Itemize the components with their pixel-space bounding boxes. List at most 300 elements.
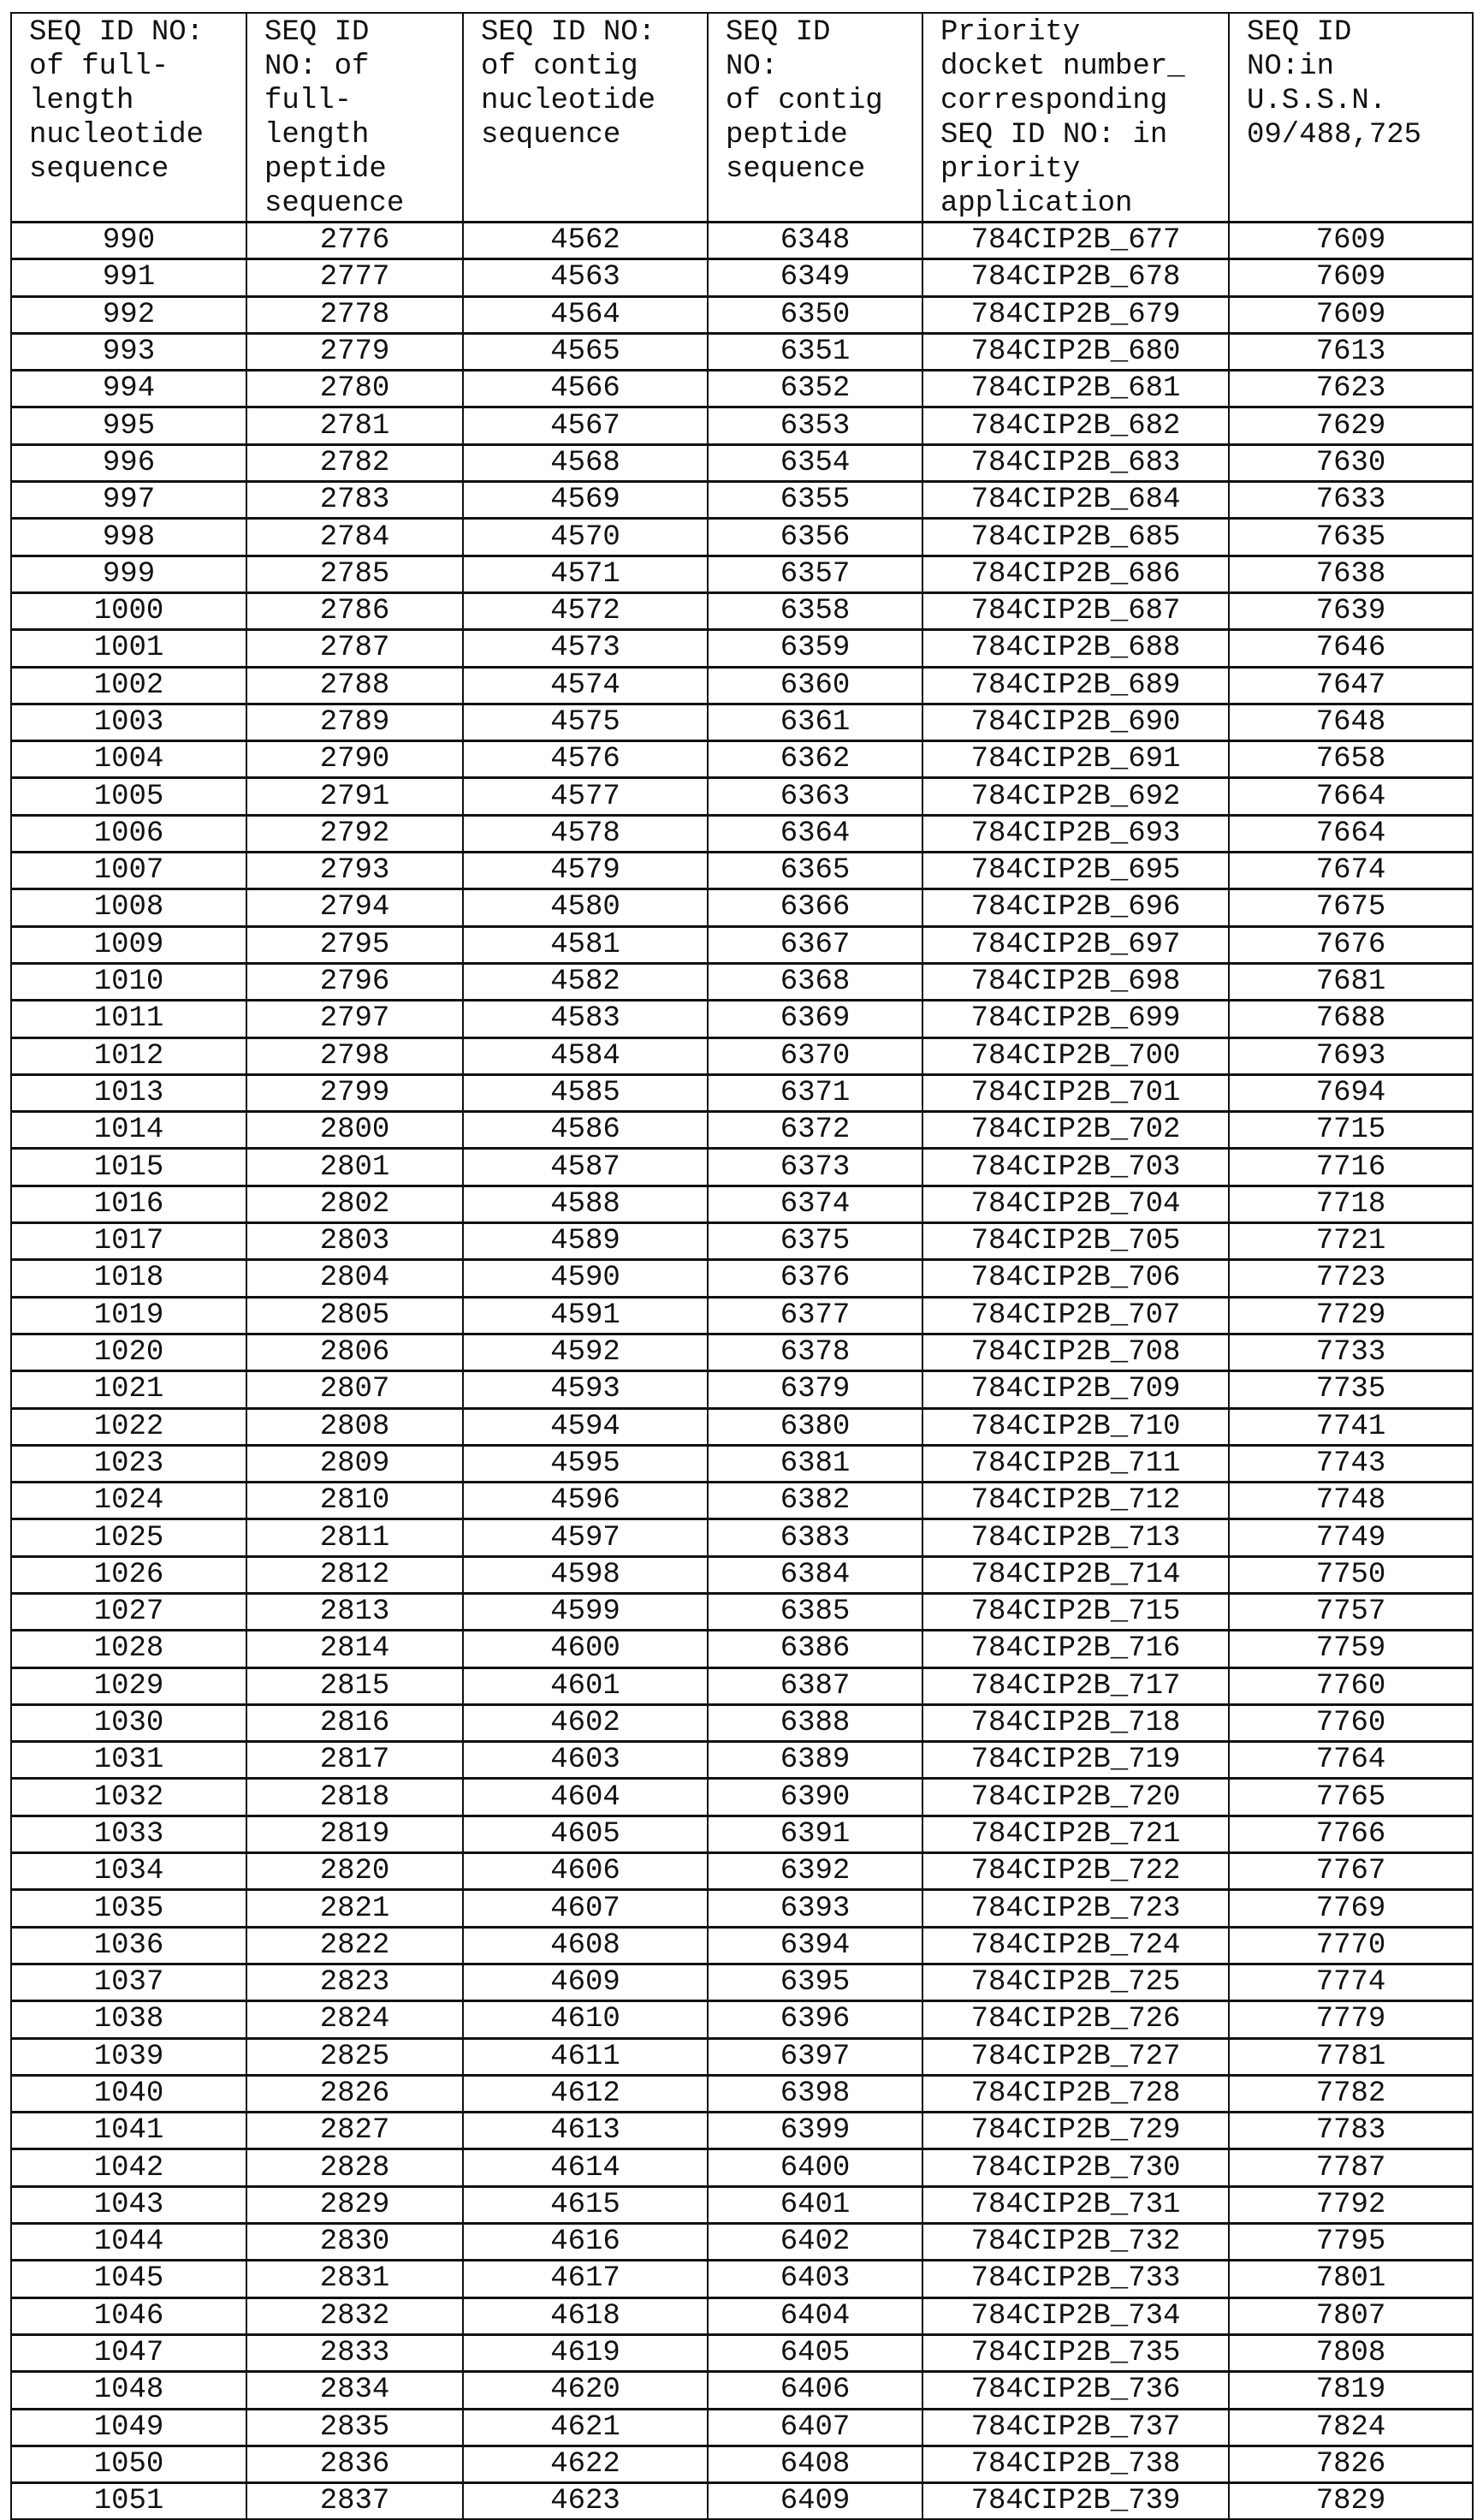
cell-full-length-peptide: 2788 — [246, 667, 463, 704]
table-row — [11, 1742, 1473, 1779]
cell-full-length-peptide: 2797 — [246, 1001, 463, 1037]
table-row — [11, 296, 1473, 333]
cell-full-length-nucleotide: 990 — [11, 223, 246, 259]
cell-contig-peptide: 6399 — [708, 2113, 922, 2149]
cell-full-length-nucleotide: 1017 — [11, 1223, 246, 1260]
cell-full-length-nucleotide: 996 — [11, 444, 246, 481]
cell-contig-nucleotide: 4562 — [463, 223, 708, 259]
cell-contig-peptide: 6408 — [708, 2446, 922, 2482]
cell-ussn-seq-id: 7647 — [1229, 667, 1473, 704]
cell-contig-peptide: 6403 — [708, 2261, 922, 2297]
cell-ussn-seq-id: 7759 — [1229, 1631, 1473, 1667]
cell-contig-nucleotide: 4588 — [463, 1186, 708, 1222]
cell-full-length-nucleotide: 1020 — [11, 1334, 246, 1370]
cell-full-length-nucleotide: 1028 — [11, 1631, 246, 1667]
table-row — [11, 1408, 1473, 1445]
table-row — [11, 2113, 1473, 2149]
cell-full-length-nucleotide: 1029 — [11, 1667, 246, 1704]
cell-contig-peptide: 6366 — [708, 889, 922, 926]
cell-full-length-nucleotide: 1006 — [11, 815, 246, 852]
cell-contig-nucleotide: 4564 — [463, 296, 708, 333]
table-row — [11, 667, 1473, 704]
cell-contig-peptide: 6352 — [708, 371, 922, 407]
cell-full-length-nucleotide: 1045 — [11, 2261, 246, 2297]
cell-contig-peptide: 6380 — [708, 1408, 922, 1445]
cell-contig-peptide: 6396 — [708, 2001, 922, 2038]
cell-full-length-peptide: 2800 — [246, 1112, 463, 1149]
table-row — [11, 1816, 1473, 1852]
cell-priority-docket: 784CIP2B_735 — [922, 2334, 1229, 2371]
cell-contig-nucleotide: 4572 — [463, 592, 708, 629]
cell-contig-peptide: 6359 — [708, 630, 922, 667]
cell-full-length-nucleotide: 1033 — [11, 1816, 246, 1852]
cell-full-length-nucleotide: 1049 — [11, 2409, 246, 2446]
cell-ussn-seq-id: 7743 — [1229, 1445, 1473, 1482]
cell-priority-docket: 784CIP2B_722 — [922, 1853, 1229, 1890]
cell-full-length-peptide: 2781 — [246, 407, 463, 444]
cell-ussn-seq-id: 7764 — [1229, 1742, 1473, 1779]
cell-priority-docket: 784CIP2B_723 — [922, 1890, 1229, 1927]
table-row — [11, 1223, 1473, 1260]
cell-contig-nucleotide: 4611 — [463, 2038, 708, 2075]
cell-contig-nucleotide: 4595 — [463, 1445, 708, 1482]
cell-contig-peptide: 6353 — [708, 407, 922, 444]
cell-ussn-seq-id: 7760 — [1229, 1667, 1473, 1704]
cell-ussn-seq-id: 7766 — [1229, 1816, 1473, 1852]
cell-contig-peptide: 6370 — [708, 1037, 922, 1074]
cell-ussn-seq-id: 7693 — [1229, 1037, 1473, 1074]
table-row — [11, 853, 1473, 889]
cell-full-length-peptide: 2836 — [246, 2446, 463, 2482]
cell-priority-docket: 784CIP2B_728 — [922, 2075, 1229, 2112]
cell-contig-nucleotide: 4620 — [463, 2372, 708, 2409]
cell-ussn-seq-id: 7769 — [1229, 1890, 1473, 1927]
cell-full-length-nucleotide: 998 — [11, 519, 246, 556]
cell-priority-docket: 784CIP2B_686 — [922, 556, 1229, 592]
cell-full-length-nucleotide: 1048 — [11, 2372, 246, 2409]
cell-contig-peptide: 6362 — [708, 741, 922, 778]
cell-contig-peptide: 6402 — [708, 2224, 922, 2261]
table-row — [11, 2372, 1473, 2409]
cell-full-length-peptide: 2804 — [246, 1260, 463, 1297]
cell-contig-peptide: 6375 — [708, 1223, 922, 1260]
cell-ussn-seq-id: 7674 — [1229, 853, 1473, 889]
cell-priority-docket: 784CIP2B_683 — [922, 444, 1229, 481]
cell-full-length-peptide: 2806 — [246, 1334, 463, 1370]
table-row — [11, 1519, 1473, 1556]
cell-full-length-peptide: 2783 — [246, 482, 463, 519]
cell-contig-peptide: 6395 — [708, 1964, 922, 2000]
cell-contig-peptide: 6361 — [708, 704, 922, 740]
cell-full-length-nucleotide: 1014 — [11, 1112, 246, 1149]
cell-contig-peptide: 6360 — [708, 667, 922, 704]
cell-contig-nucleotide: 4616 — [463, 2224, 708, 2261]
table-body — [11, 223, 1473, 2520]
cell-full-length-peptide: 2794 — [246, 889, 463, 926]
cell-full-length-nucleotide: 1032 — [11, 1779, 246, 1816]
cell-contig-nucleotide: 4569 — [463, 482, 708, 519]
cell-ussn-seq-id: 7765 — [1229, 1779, 1473, 1816]
cell-full-length-peptide: 2786 — [246, 592, 463, 629]
cell-contig-nucleotide: 4580 — [463, 889, 708, 926]
cell-full-length-nucleotide: 1013 — [11, 1074, 246, 1111]
cell-contig-nucleotide: 4610 — [463, 2001, 708, 2038]
cell-contig-nucleotide: 4615 — [463, 2186, 708, 2223]
table-row — [11, 1334, 1473, 1370]
cell-priority-docket: 784CIP2B_678 — [922, 259, 1229, 296]
cell-contig-peptide: 6389 — [708, 1742, 922, 1779]
cell-priority-docket: 784CIP2B_684 — [922, 482, 1229, 519]
cell-full-length-nucleotide: 1050 — [11, 2446, 246, 2482]
cell-full-length-nucleotide: 1041 — [11, 2113, 246, 2149]
cell-contig-nucleotide: 4576 — [463, 741, 708, 778]
cell-priority-docket: 784CIP2B_739 — [922, 2483, 1229, 2520]
cell-ussn-seq-id: 7648 — [1229, 704, 1473, 740]
cell-ussn-seq-id: 7675 — [1229, 889, 1473, 926]
cell-priority-docket: 784CIP2B_712 — [922, 1483, 1229, 1519]
table-row — [11, 333, 1473, 370]
cell-contig-peptide: 6371 — [708, 1074, 922, 1111]
cell-contig-nucleotide: 4566 — [463, 371, 708, 407]
cell-priority-docket: 784CIP2B_687 — [922, 592, 1229, 629]
table-row — [11, 1704, 1473, 1741]
cell-full-length-nucleotide: 1000 — [11, 592, 246, 629]
cell-full-length-peptide: 2815 — [246, 1667, 463, 1704]
cell-contig-nucleotide: 4592 — [463, 1334, 708, 1370]
cell-contig-nucleotide: 4613 — [463, 2113, 708, 2149]
cell-contig-peptide: 6348 — [708, 223, 922, 259]
header-priority-docket: Priority docket number_ corresponding SEQ ID NO: in priority application — [922, 13, 1229, 223]
cell-contig-peptide: 6394 — [708, 1927, 922, 1964]
cell-full-length-peptide: 2779 — [246, 333, 463, 370]
cell-full-length-peptide: 2811 — [246, 1519, 463, 1556]
cell-ussn-seq-id: 7767 — [1229, 1853, 1473, 1890]
cell-contig-peptide: 6397 — [708, 2038, 922, 2075]
cell-contig-peptide: 6409 — [708, 2483, 922, 2520]
cell-contig-nucleotide: 4593 — [463, 1371, 708, 1408]
cell-full-length-peptide: 2835 — [246, 2409, 463, 2446]
cell-full-length-nucleotide: 1003 — [11, 704, 246, 740]
cell-contig-peptide: 6354 — [708, 444, 922, 481]
cell-full-length-nucleotide: 993 — [11, 333, 246, 370]
cell-priority-docket: 784CIP2B_721 — [922, 1816, 1229, 1852]
cell-full-length-nucleotide: 1021 — [11, 1371, 246, 1408]
table-row — [11, 1445, 1473, 1482]
cell-priority-docket: 784CIP2B_733 — [922, 2261, 1229, 2297]
cell-contig-peptide: 6393 — [708, 1890, 922, 1927]
cell-contig-peptide: 6351 — [708, 333, 922, 370]
cell-full-length-nucleotide: 1027 — [11, 1593, 246, 1630]
cell-contig-nucleotide: 4614 — [463, 2149, 708, 2186]
table-row — [11, 704, 1473, 740]
cell-contig-peptide: 6405 — [708, 2334, 922, 2371]
cell-ussn-seq-id: 7681 — [1229, 963, 1473, 1000]
cell-priority-docket: 784CIP2B_713 — [922, 1519, 1229, 1556]
cell-contig-nucleotide: 4596 — [463, 1483, 708, 1519]
cell-full-length-nucleotide: 1044 — [11, 2224, 246, 2261]
cell-full-length-peptide: 2785 — [246, 556, 463, 592]
cell-ussn-seq-id: 7721 — [1229, 1223, 1473, 1260]
cell-priority-docket: 784CIP2B_737 — [922, 2409, 1229, 2446]
cell-full-length-peptide: 2798 — [246, 1037, 463, 1074]
cell-ussn-seq-id: 7748 — [1229, 1483, 1473, 1519]
cell-full-length-peptide: 2837 — [246, 2483, 463, 2520]
table-row — [11, 778, 1473, 815]
cell-full-length-nucleotide: 1030 — [11, 1704, 246, 1741]
cell-full-length-peptide: 2816 — [246, 1704, 463, 1741]
cell-contig-nucleotide: 4587 — [463, 1149, 708, 1186]
cell-contig-peptide: 6364 — [708, 815, 922, 852]
cell-full-length-peptide: 2784 — [246, 519, 463, 556]
cell-contig-peptide: 6383 — [708, 1519, 922, 1556]
cell-ussn-seq-id: 7774 — [1229, 1964, 1473, 2000]
cell-contig-nucleotide: 4617 — [463, 2261, 708, 2297]
cell-priority-docket: 784CIP2B_701 — [922, 1074, 1229, 1111]
cell-full-length-nucleotide: 1012 — [11, 1037, 246, 1074]
table-row — [11, 407, 1473, 444]
cell-ussn-seq-id: 7770 — [1229, 1927, 1473, 1964]
table-row — [11, 592, 1473, 629]
cell-contig-peptide: 6372 — [708, 1112, 922, 1149]
cell-priority-docket: 784CIP2B_718 — [922, 1704, 1229, 1741]
cell-ussn-seq-id: 7716 — [1229, 1149, 1473, 1186]
cell-priority-docket: 784CIP2B_688 — [922, 630, 1229, 667]
cell-full-length-peptide: 2830 — [246, 2224, 463, 2261]
cell-contig-nucleotide: 4590 — [463, 1260, 708, 1297]
cell-contig-nucleotide: 4577 — [463, 778, 708, 815]
cell-contig-nucleotide: 4619 — [463, 2334, 708, 2371]
cell-contig-peptide: 6407 — [708, 2409, 922, 2446]
cell-priority-docket: 784CIP2B_693 — [922, 815, 1229, 852]
table-row — [11, 2334, 1473, 2371]
table-row — [11, 1779, 1473, 1816]
cell-contig-nucleotide: 4573 — [463, 630, 708, 667]
cell-full-length-peptide: 2812 — [246, 1556, 463, 1593]
cell-contig-nucleotide: 4599 — [463, 1593, 708, 1630]
cell-priority-docket: 784CIP2B_700 — [922, 1037, 1229, 1074]
table-row — [11, 963, 1473, 1000]
cell-full-length-nucleotide: 995 — [11, 407, 246, 444]
cell-priority-docket: 784CIP2B_685 — [922, 519, 1229, 556]
table-row — [11, 1371, 1473, 1408]
cell-contig-nucleotide: 4589 — [463, 1223, 708, 1260]
cell-full-length-peptide: 2792 — [246, 815, 463, 852]
table-row — [11, 1890, 1473, 1927]
cell-contig-peptide: 6368 — [708, 963, 922, 1000]
table-row — [11, 2224, 1473, 2261]
cell-full-length-nucleotide: 1010 — [11, 963, 246, 1000]
cell-contig-nucleotide: 4605 — [463, 1816, 708, 1852]
cell-contig-nucleotide: 4581 — [463, 926, 708, 963]
cell-full-length-peptide: 2823 — [246, 1964, 463, 2000]
cell-full-length-peptide: 2809 — [246, 1445, 463, 1482]
cell-contig-nucleotide: 4609 — [463, 1964, 708, 2000]
cell-ussn-seq-id: 7609 — [1229, 259, 1473, 296]
table-row — [11, 1483, 1473, 1519]
cell-contig-nucleotide: 4567 — [463, 407, 708, 444]
cell-full-length-nucleotide: 1019 — [11, 1297, 246, 1334]
cell-ussn-seq-id: 7638 — [1229, 556, 1473, 592]
cell-full-length-peptide: 2801 — [246, 1149, 463, 1186]
cell-full-length-nucleotide: 991 — [11, 259, 246, 296]
cell-ussn-seq-id: 7729 — [1229, 1297, 1473, 1334]
cell-priority-docket: 784CIP2B_690 — [922, 704, 1229, 740]
cell-priority-docket: 784CIP2B_736 — [922, 2372, 1229, 2409]
table-row — [11, 1001, 1473, 1037]
cell-contig-nucleotide: 4623 — [463, 2483, 708, 2520]
cell-contig-nucleotide: 4622 — [463, 2446, 708, 2482]
cell-priority-docket: 784CIP2B_726 — [922, 2001, 1229, 2038]
cell-priority-docket: 784CIP2B_711 — [922, 1445, 1229, 1482]
cell-full-length-nucleotide: 999 — [11, 556, 246, 592]
table-row — [11, 2409, 1473, 2446]
cell-full-length-peptide: 2780 — [246, 371, 463, 407]
cell-contig-nucleotide: 4606 — [463, 1853, 708, 1890]
cell-priority-docket: 784CIP2B_731 — [922, 2186, 1229, 2223]
cell-full-length-peptide: 2825 — [246, 2038, 463, 2075]
cell-full-length-nucleotide: 1038 — [11, 2001, 246, 2038]
cell-ussn-seq-id: 7807 — [1229, 2297, 1473, 2334]
cell-full-length-nucleotide: 997 — [11, 482, 246, 519]
cell-full-length-nucleotide: 1023 — [11, 1445, 246, 1482]
table-row — [11, 2483, 1473, 2520]
cell-full-length-nucleotide: 1036 — [11, 1927, 246, 1964]
cell-full-length-peptide: 2796 — [246, 963, 463, 1000]
cell-full-length-nucleotide: 1015 — [11, 1149, 246, 1186]
cell-contig-peptide: 6406 — [708, 2372, 922, 2409]
cell-contig-peptide: 6367 — [708, 926, 922, 963]
cell-contig-peptide: 6365 — [708, 853, 922, 889]
cell-full-length-peptide: 2790 — [246, 741, 463, 778]
cell-full-length-peptide: 2820 — [246, 1853, 463, 1890]
cell-contig-peptide: 6390 — [708, 1779, 922, 1816]
cell-priority-docket: 784CIP2B_677 — [922, 223, 1229, 259]
table-row — [11, 259, 1473, 296]
cell-ussn-seq-id: 7635 — [1229, 519, 1473, 556]
cell-priority-docket: 784CIP2B_680 — [922, 333, 1229, 370]
cell-contig-nucleotide: 4621 — [463, 2409, 708, 2446]
cell-ussn-seq-id: 7658 — [1229, 741, 1473, 778]
cell-full-length-peptide: 2793 — [246, 853, 463, 889]
table-row — [11, 556, 1473, 592]
cell-priority-docket: 784CIP2B_716 — [922, 1631, 1229, 1667]
cell-priority-docket: 784CIP2B_710 — [922, 1408, 1229, 1445]
table-row — [11, 2038, 1473, 2075]
cell-full-length-nucleotide: 1042 — [11, 2149, 246, 2186]
cell-full-length-peptide: 2803 — [246, 1223, 463, 1260]
cell-ussn-seq-id: 7783 — [1229, 2113, 1473, 2149]
cell-full-length-peptide: 2828 — [246, 2149, 463, 2186]
table-row — [11, 889, 1473, 926]
cell-contig-nucleotide: 4571 — [463, 556, 708, 592]
table-row — [11, 519, 1473, 556]
cell-full-length-nucleotide: 1035 — [11, 1890, 246, 1927]
cell-priority-docket: 784CIP2B_709 — [922, 1371, 1229, 1408]
table-row — [11, 1667, 1473, 1704]
cell-full-length-peptide: 2832 — [246, 2297, 463, 2334]
cell-full-length-peptide: 2831 — [246, 2261, 463, 2297]
table-row — [11, 1037, 1473, 1074]
cell-contig-peptide: 6388 — [708, 1704, 922, 1741]
cell-contig-peptide: 6358 — [708, 592, 922, 629]
cell-contig-nucleotide: 4565 — [463, 333, 708, 370]
cell-ussn-seq-id: 7735 — [1229, 1371, 1473, 1408]
cell-ussn-seq-id: 7609 — [1229, 223, 1473, 259]
table-row — [11, 2186, 1473, 2223]
table-row — [11, 1927, 1473, 1964]
cell-priority-docket: 784CIP2B_708 — [922, 1334, 1229, 1370]
cell-contig-nucleotide: 4583 — [463, 1001, 708, 1037]
cell-ussn-seq-id: 7733 — [1229, 1334, 1473, 1370]
table-row — [11, 1593, 1473, 1630]
cell-ussn-seq-id: 7781 — [1229, 2038, 1473, 2075]
cell-ussn-seq-id: 7819 — [1229, 2372, 1473, 2409]
cell-priority-docket: 784CIP2B_714 — [922, 1556, 1229, 1593]
cell-ussn-seq-id: 7715 — [1229, 1112, 1473, 1149]
table-row — [11, 482, 1473, 519]
cell-full-length-peptide: 2834 — [246, 2372, 463, 2409]
cell-priority-docket: 784CIP2B_729 — [922, 2113, 1229, 2149]
cell-contig-nucleotide: 4568 — [463, 444, 708, 481]
cell-full-length-peptide: 2813 — [246, 1593, 463, 1630]
table-row — [11, 1964, 1473, 2000]
cell-ussn-seq-id: 7694 — [1229, 1074, 1473, 1111]
cell-contig-nucleotide: 4607 — [463, 1890, 708, 1927]
cell-full-length-peptide: 2821 — [246, 1890, 463, 1927]
table-row — [11, 1260, 1473, 1297]
cell-priority-docket: 784CIP2B_732 — [922, 2224, 1229, 2261]
cell-contig-peptide: 6398 — [708, 2075, 922, 2112]
cell-full-length-nucleotide: 1009 — [11, 926, 246, 963]
table-row — [11, 1853, 1473, 1890]
cell-contig-nucleotide: 4570 — [463, 519, 708, 556]
cell-contig-nucleotide: 4584 — [463, 1037, 708, 1074]
cell-full-length-nucleotide: 1024 — [11, 1483, 246, 1519]
cell-priority-docket: 784CIP2B_705 — [922, 1223, 1229, 1260]
cell-contig-peptide: 6386 — [708, 1631, 922, 1667]
cell-contig-peptide: 6363 — [708, 778, 922, 815]
header-ussn-seq-id: SEQ ID NO:in U.S.S.N. 09/488,725 — [1229, 13, 1473, 223]
cell-ussn-seq-id: 7782 — [1229, 2075, 1473, 2112]
cell-priority-docket: 784CIP2B_691 — [922, 741, 1229, 778]
cell-contig-peptide: 6378 — [708, 1334, 922, 1370]
table-row — [11, 1186, 1473, 1222]
table-row — [11, 815, 1473, 852]
cell-full-length-nucleotide: 1025 — [11, 1519, 246, 1556]
cell-priority-docket: 784CIP2B_730 — [922, 2149, 1229, 2186]
cell-full-length-nucleotide: 1004 — [11, 741, 246, 778]
cell-contig-peptide: 6400 — [708, 2149, 922, 2186]
header-contig-nucleotide: SEQ ID NO: of contig nucleotide sequence — [463, 13, 708, 223]
table-row — [11, 630, 1473, 667]
cell-full-length-peptide: 2810 — [246, 1483, 463, 1519]
cell-ussn-seq-id: 7664 — [1229, 815, 1473, 852]
cell-priority-docket: 784CIP2B_738 — [922, 2446, 1229, 2482]
cell-full-length-nucleotide: 1022 — [11, 1408, 246, 1445]
cell-contig-nucleotide: 4582 — [463, 963, 708, 1000]
cell-priority-docket: 784CIP2B_697 — [922, 926, 1229, 963]
cell-ussn-seq-id: 7795 — [1229, 2224, 1473, 2261]
cell-ussn-seq-id: 7824 — [1229, 2409, 1473, 2446]
cell-priority-docket: 784CIP2B_699 — [922, 1001, 1229, 1037]
cell-full-length-peptide: 2807 — [246, 1371, 463, 1408]
cell-contig-peptide: 6392 — [708, 1853, 922, 1890]
cell-ussn-seq-id: 7633 — [1229, 482, 1473, 519]
table-row — [11, 926, 1473, 963]
cell-contig-peptide: 6382 — [708, 1483, 922, 1519]
table-header — [11, 13, 1473, 223]
cell-contig-nucleotide: 4601 — [463, 1667, 708, 1704]
